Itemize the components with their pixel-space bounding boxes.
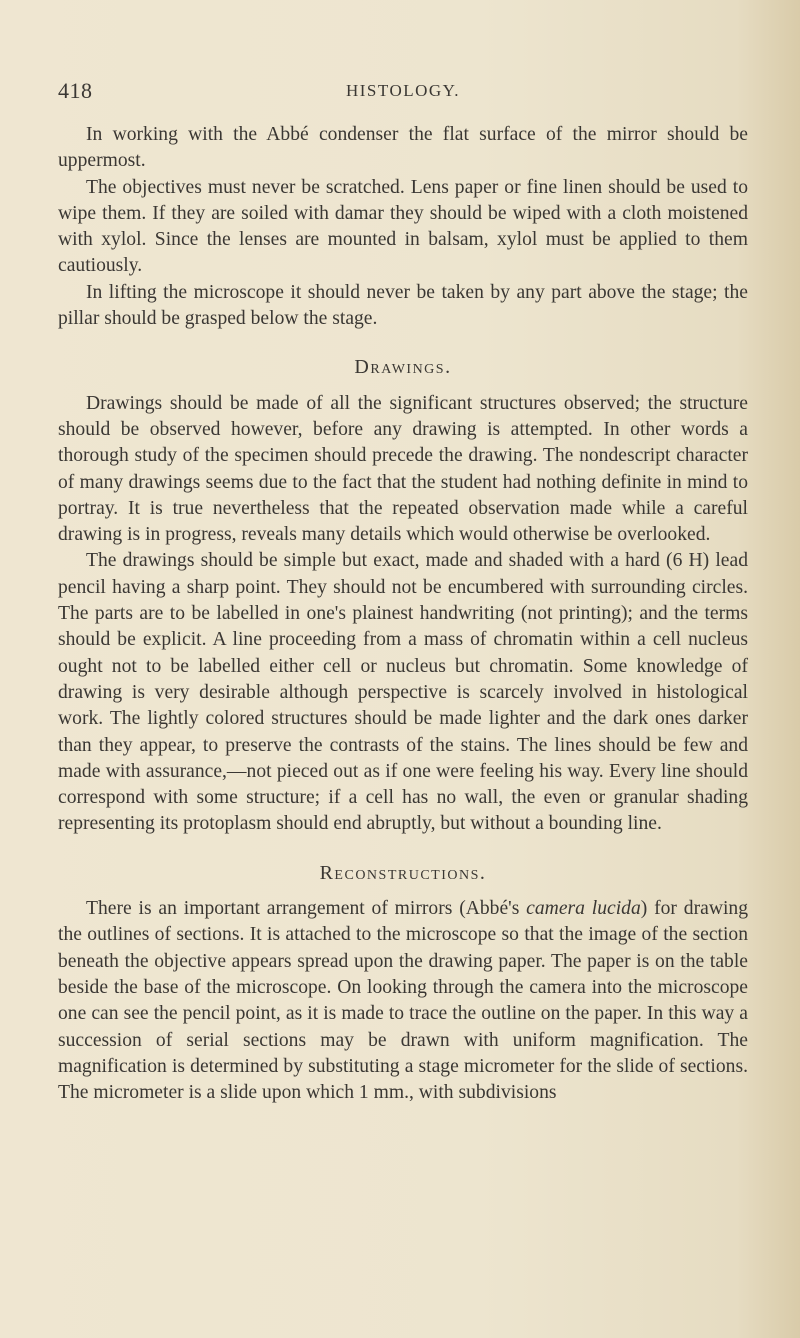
- page-body: [58, 122, 748, 1106]
- paragraph-drawings-2: The drawings should be simple but exact, made and shaded with a hard (6 H) lead pencil having a sharp point. They should not be encumbered with surrounding circles. The parts are to be labelled in one's plainest handwriting (not printing); and the terms should be explicit. A line proceeding from a mass of chromatin within a cell nucleus ought not to be labelled either cell or nucleus but chromatin. Some knowledge of drawing is very desirable although perspective is scarcely involved in histological work. The lightly colored structures should be made lighter and the dark ones darker than they appear, to preserve the contrasts of the stains. The lines should be few and made with assurance,—not pieced out as if one were feeling his way. Every line should correspond with some structure; if a cell has no wall, the even or granular shading representing its protoplasm should end abruptly, but without a bounding line.: [58, 550, 748, 835]
- paragraph-lifting: In lifting the microscope it should never be taken by any part above the stage; the pillar should be grasped below the stage.: [58, 281, 748, 330]
- page-number: 418: [58, 78, 93, 103]
- paragraph-mirror: In working with the Abbé condenser the flat surface of the mirror should be uppermost.: [58, 124, 748, 172]
- paragraph-reconstructions: [58, 896, 748, 1106]
- paragraph-objectives: The objectives must never be scratched. Lens paper or fine linen should be used to wipe them. If they are soiled with damar they should be wiped with a cloth moistened with xylol. Since the lenses are mounted in balsam, xylol must be applied to them cautiously.: [58, 176, 748, 277]
- running-head: HISTOLOGY.: [345, 81, 461, 100]
- camera-lucida-term: camera lucida: [526, 898, 641, 920]
- section-heading-drawings: Drawings.: [354, 356, 452, 379]
- reconstructions-text-start: There is an important arrangement of mirrors (Abbé's: [86, 898, 527, 920]
- page-header: [58, 78, 748, 108]
- paragraph-drawings-1: Drawings should be made of all the significant structures observed; the structure should be observed however, before any drawing is attempted. In other words a thorough study of the specimen should precede the drawing. The nondescript character of many drawings seems due to the fact that the student had nothing definite in mind to portray. It is true nevertheless that the repeated observation made while a careful drawing is in progress, reveals many details which would otherwise be overlooked.: [58, 392, 748, 546]
- section-heading-reconstructions: Reconstructions.: [319, 861, 487, 884]
- reconstructions-text-end: ) for drawing the outlines of sections. It is attached to the microscope so that the image of the section beneath the objective appears spread upon the drawing paper. The paper is on the table beside the base of the microscope. On looking through the camera into the microscope one can see the pencil point, as it is made to trace the outline on the paper. In this way a succession of serial sections may be drawn with uniform magnification. The magnification is determined by substituting a stage micrometer for the slide of sections. The micrometer is a slide upon which 1 mm., with subdivisions: [58, 898, 749, 1104]
